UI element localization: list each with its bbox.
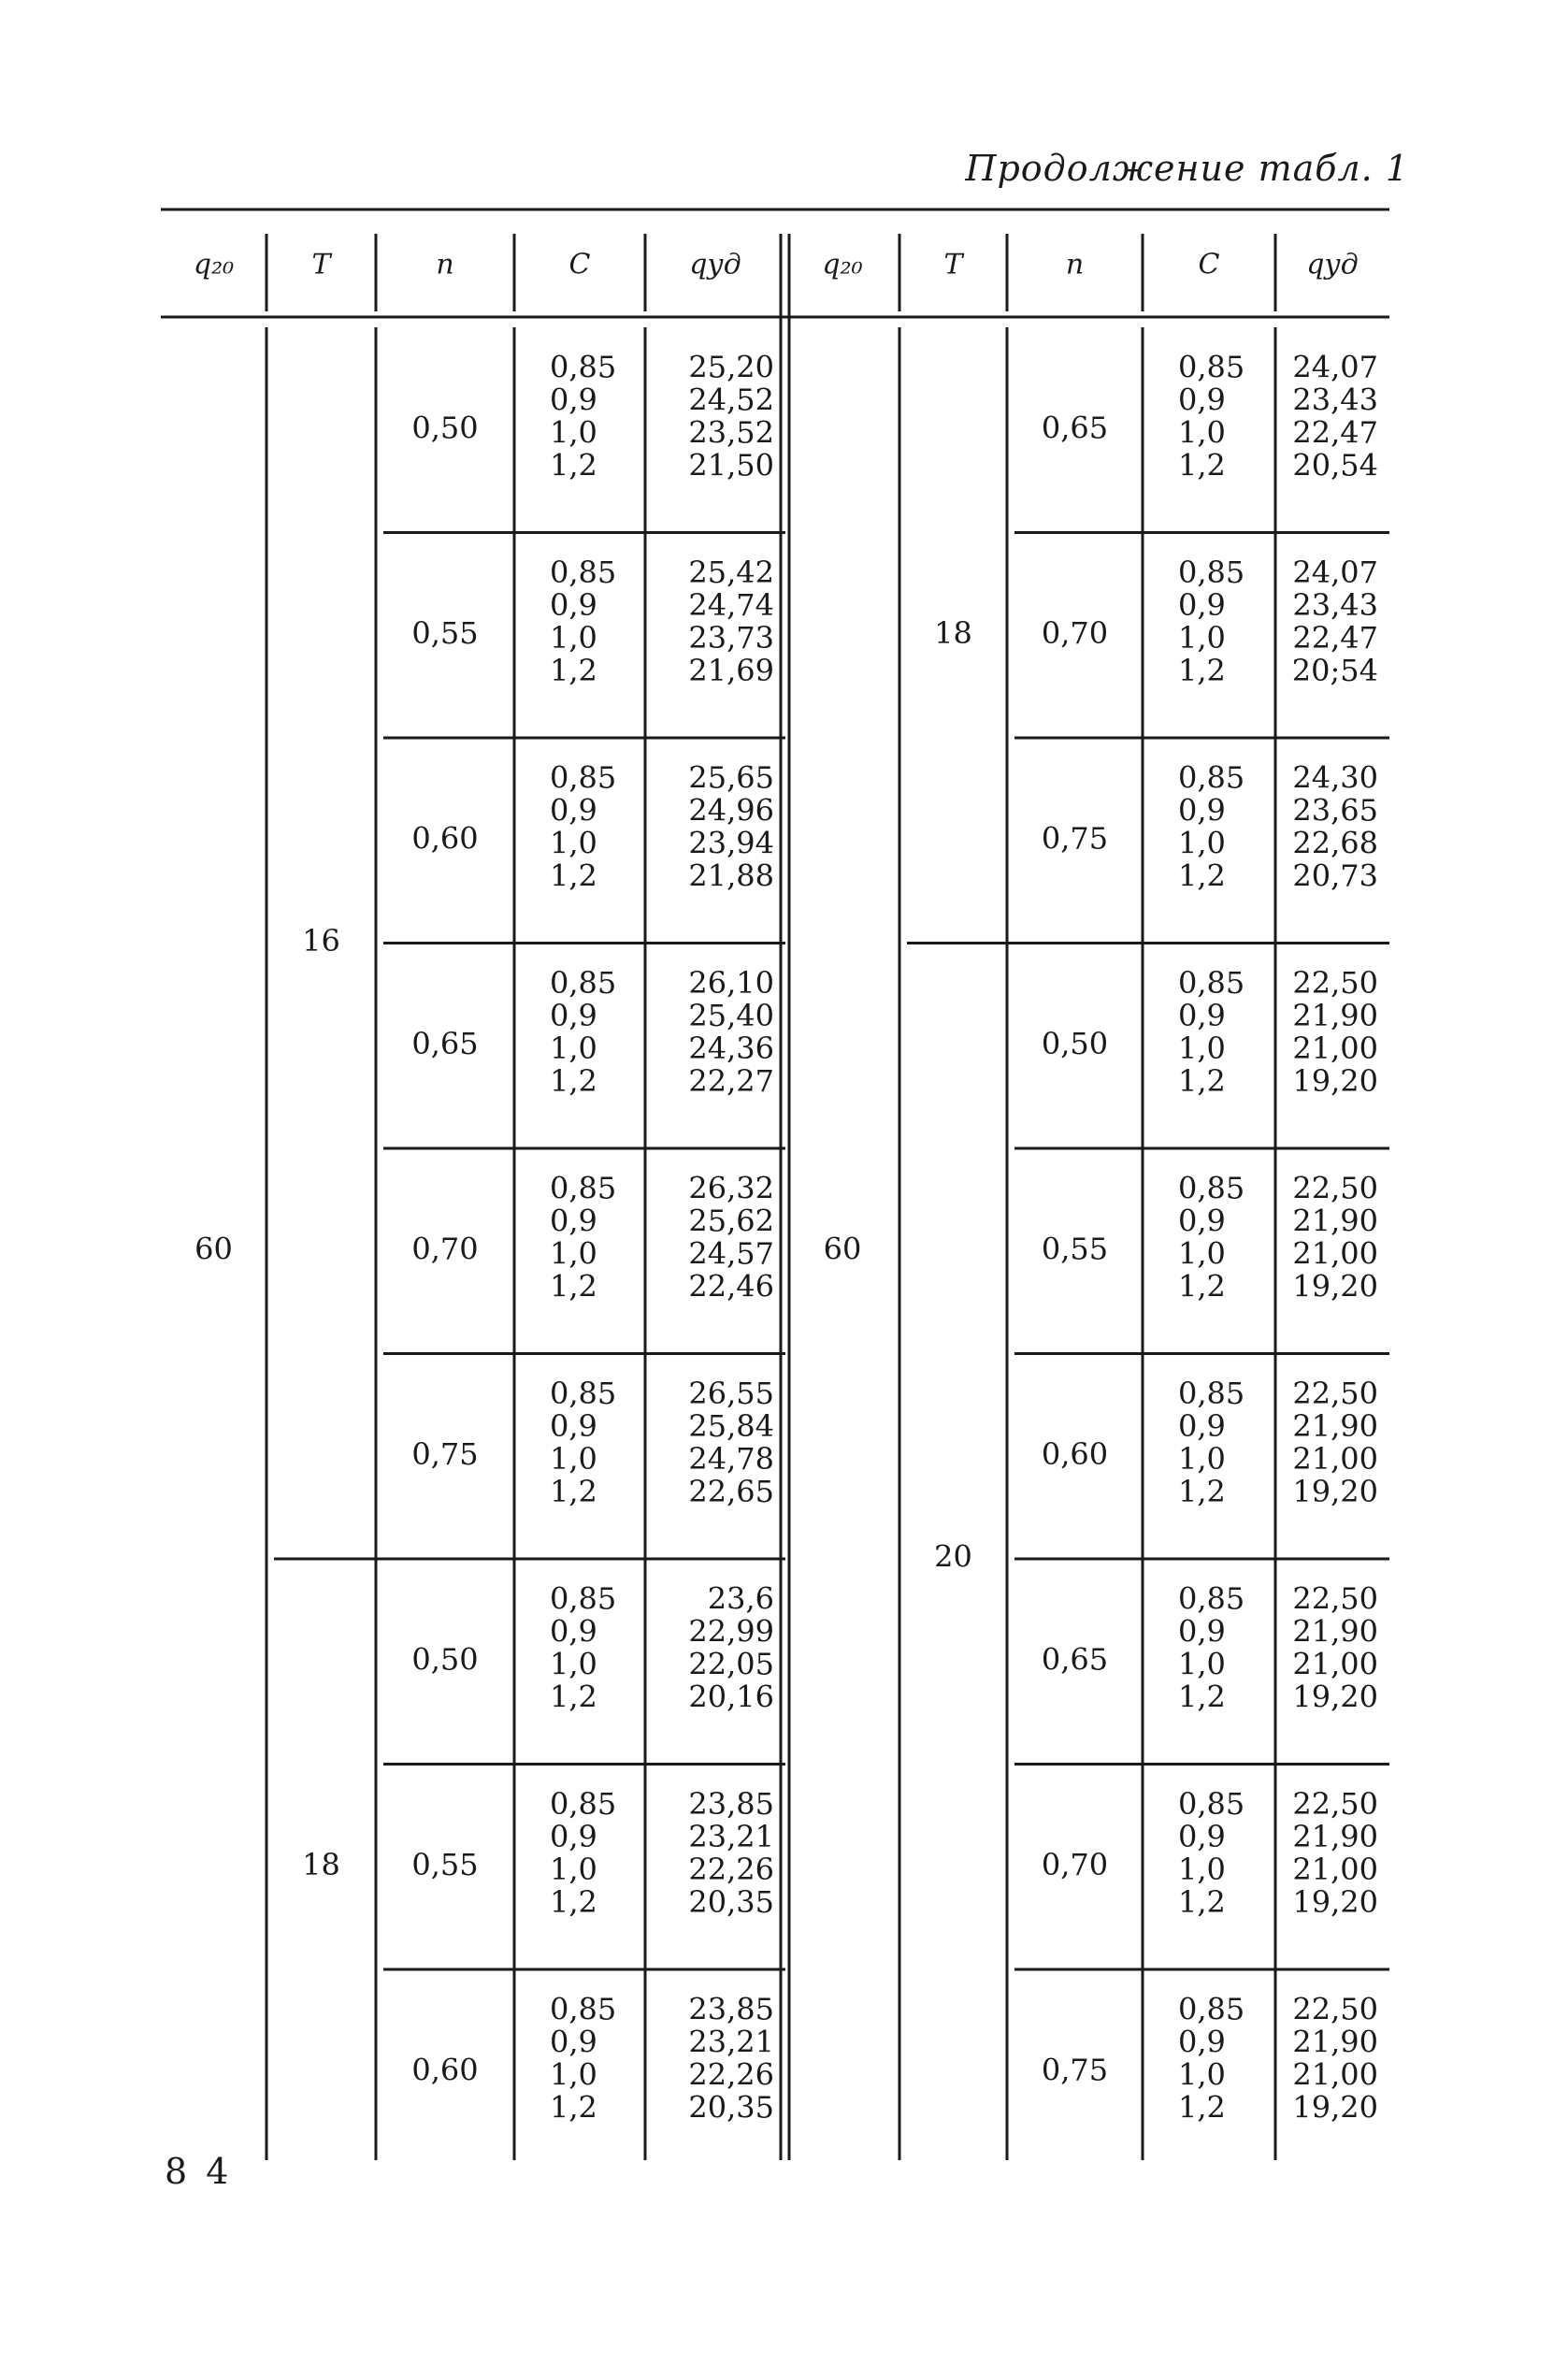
c-value: 0,9 [1178,1203,1226,1239]
c-value: 0,85 [550,349,617,385]
q-specific-value: 23,73 [688,620,774,656]
n-value: 0,65 [1041,410,1109,446]
q-specific-value: 22,05 [688,1646,774,1682]
n-value: 0,50 [1041,1025,1109,1061]
q-specific-value: 19,20 [1292,2089,1378,2126]
q-specific-value: 24,30 [1292,759,1378,796]
c-value: 1,2 [1178,1474,1226,1509]
temperature-value: 16 [302,923,340,959]
q-specific-value: 22,50 [1292,1786,1378,1822]
column-header: n [436,248,454,281]
q-specific-value: 21,88 [688,858,774,894]
q-specific-value: 23,6 [707,1580,774,1617]
c-value: 0,9 [550,1613,597,1650]
c-value: 1,2 [1178,1268,1226,1305]
q-specific-value: 25,40 [688,998,774,1033]
data-table [161,206,1389,2160]
q-specific-value: 21,00 [1292,1646,1378,1682]
c-value: 0,85 [550,1786,617,1822]
q-specific-value: 24,78 [688,1441,774,1477]
c-value: 1,2 [550,1884,597,1920]
q-specific-value: 24,57 [688,1235,774,1272]
c-value: 1,0 [550,1441,597,1477]
q-specific-value: 21,69 [688,653,774,688]
c-value: 0,85 [1178,965,1245,1001]
c-value: 0,9 [550,587,597,623]
q-specific-value: 19,20 [1292,1268,1378,1305]
q-specific-value: 22,47 [1292,620,1378,656]
c-value: 1,0 [1178,1031,1226,1066]
c-value: 1,0 [550,1646,597,1682]
c-value: 1,2 [550,1474,597,1509]
q-specific-value: 26,32 [688,1170,774,1206]
q-specific-value: 22,26 [688,1852,774,1887]
c-value: 0,85 [1178,1170,1245,1206]
q-specific-value: 19,20 [1292,1679,1378,1715]
c-value: 0,9 [1178,998,1226,1033]
q-specific-value: 25,20 [688,349,774,385]
c-value: 0,85 [550,1376,617,1411]
c-value: 1,2 [1178,1679,1226,1715]
c-value: 0,85 [550,965,617,1001]
n-value: 0,65 [411,1025,479,1061]
column-header: qуд [689,248,741,281]
q-specific-value: 22,50 [1292,965,1378,1001]
n-value: 0,60 [1041,1435,1109,1472]
column-header: T [311,248,331,281]
q-specific-value: 20,54 [1292,447,1378,483]
column-header: qуд [1306,248,1359,281]
c-value: 1,2 [1178,858,1226,894]
c-value: 1,0 [550,620,597,656]
q20-value: 60 [823,1231,862,1267]
q-specific-value: 21,00 [1292,1441,1378,1477]
q-specific-value: 22,65 [688,1474,774,1509]
q-specific-value: 22,50 [1292,1580,1378,1617]
temperature-value: 18 [934,614,972,651]
c-value: 0,9 [1178,587,1226,623]
n-value: 0,70 [1041,1846,1109,1882]
q-specific-value: 26,10 [688,965,774,1001]
c-value: 0,85 [1178,1991,1245,2027]
c-value: 0,9 [550,1203,597,1239]
column-header: T [943,248,963,281]
c-value: 1,2 [550,2089,597,2126]
q-specific-value: 22,50 [1292,1376,1378,1411]
q-specific-value: 23,43 [1292,587,1378,623]
c-value: 0,9 [1178,1408,1226,1444]
q-specific-value: 20;54 [1291,653,1378,688]
c-value: 1,2 [1178,653,1226,688]
n-value: 0,75 [411,1435,479,1472]
c-value: 1,0 [1178,1646,1226,1682]
c-value: 0,85 [550,1991,617,2027]
n-value: 0,55 [411,1846,479,1882]
c-value: 1,2 [1178,1063,1226,1099]
c-value: 1,2 [1178,447,1226,483]
c-value: 1,2 [550,1679,597,1715]
c-value: 0,85 [1178,1580,1245,1617]
c-value: 0,85 [550,1170,617,1206]
q-specific-value: 20,73 [1292,858,1378,894]
c-value: 1,2 [550,1063,597,1099]
temperature-value: 18 [302,1846,340,1882]
q-specific-value: 26,55 [688,1376,774,1411]
n-value: 0,70 [1041,614,1109,651]
q-specific-value: 21,90 [1292,1819,1378,1854]
q-specific-value: 21,90 [1292,998,1378,1033]
q-specific-value: 23,52 [688,414,774,451]
q-specific-value: 25,42 [688,555,774,590]
c-value: 0,9 [1178,1819,1226,1854]
c-value: 1,0 [1178,1852,1226,1887]
c-value: 1,0 [1178,620,1226,656]
q-specific-value: 21,50 [688,447,774,483]
c-value: 0,9 [550,1408,597,1444]
c-value: 1,0 [550,414,597,451]
c-value: 0,9 [1178,792,1226,829]
c-value: 1,0 [1178,1235,1226,1272]
q-specific-value: 23,94 [688,825,774,861]
q-specific-value: 19,20 [1292,1063,1378,1099]
c-value: 1,0 [1178,825,1226,861]
column-header: C [568,248,591,281]
n-value: 0,75 [1041,820,1109,857]
q-specific-value: 22,27 [688,1063,774,1099]
q-specific-value: 21,00 [1292,1852,1378,1887]
page-number: 8 4 [165,2151,233,2192]
q-specific-value: 21,00 [1292,1031,1378,1066]
n-value: 0,60 [411,2052,479,2088]
q20-value: 60 [194,1231,233,1267]
c-value: 0,85 [1178,759,1245,796]
table-continuation-caption: Продолжение табл. 1 [965,148,1409,189]
c-value: 0,9 [550,792,597,829]
n-value: 0,50 [411,410,479,446]
n-value: 0,65 [1041,1641,1109,1678]
c-value: 1,0 [1178,1441,1226,1477]
c-value: 0,85 [550,555,617,590]
q-specific-value: 22,50 [1292,1991,1378,2027]
c-value: 1,2 [550,1268,597,1305]
c-value: 0,9 [550,998,597,1033]
q-specific-value: 24,74 [688,587,774,623]
n-value: 0,60 [411,820,479,857]
q-specific-value: 25,62 [688,1203,774,1239]
q-specific-value: 23,85 [688,1786,774,1822]
c-value: 0,85 [550,1580,617,1617]
q-specific-value: 20,35 [688,2089,774,2126]
column-header: q₂₀ [822,248,863,281]
c-value: 1,2 [1178,2089,1226,2126]
c-value: 0,85 [550,759,617,796]
c-value: 0,85 [1178,1786,1245,1822]
n-value: 0,70 [411,1231,479,1267]
q-specific-value: 19,20 [1292,1884,1378,1920]
n-value: 0,75 [1041,2052,1109,2088]
n-value: 0,55 [1041,1231,1109,1267]
c-value: 1,2 [550,447,597,483]
q-specific-value: 24,96 [688,792,774,829]
q-specific-value: 19,20 [1292,1474,1378,1509]
c-value: 1,0 [550,825,597,861]
q-specific-value: 22,26 [688,2056,774,2093]
q-specific-value: 23,21 [688,2024,774,2060]
c-value: 0,9 [550,2024,597,2060]
q-specific-value: 22,50 [1292,1170,1378,1206]
q-specific-value: 23,21 [688,1819,774,1854]
c-value: 1,0 [550,1852,597,1887]
q-specific-value: 21,90 [1292,2024,1378,2060]
temperature-value: 20 [934,1538,972,1575]
c-value: 1,2 [550,653,597,688]
c-value: 0,9 [1178,1613,1226,1650]
c-value: 1,0 [550,2056,597,2093]
c-value: 1,0 [550,1031,597,1066]
q-specific-value: 21,90 [1292,1613,1378,1650]
q-specific-value: 25,65 [688,759,774,796]
q-specific-value: 23,65 [1292,792,1378,829]
c-value: 0,9 [1178,2024,1226,2060]
q-specific-value: 24,52 [688,382,774,418]
q-specific-value: 20,16 [688,1679,774,1715]
q-specific-value: 20,35 [688,1884,774,1920]
q-specific-value: 21,90 [1292,1203,1378,1239]
c-value: 0,9 [1178,382,1226,418]
q-specific-value: 21,90 [1292,1408,1378,1444]
q-specific-value: 22,68 [1292,825,1378,861]
q-specific-value: 25,84 [688,1408,774,1444]
q-specific-value: 24,07 [1292,555,1378,590]
c-value: 1,0 [1178,414,1226,451]
q-specific-value: 22,99 [688,1613,774,1650]
c-value: 0,9 [550,382,597,418]
c-value: 1,2 [550,858,597,894]
c-value: 0,85 [1178,1376,1245,1411]
column-header: n [1065,248,1085,281]
n-value: 0,55 [411,614,479,651]
q-specific-value: 22,47 [1292,414,1378,451]
q-specific-value: 23,85 [688,1991,774,2027]
c-value: 1,2 [1178,1884,1226,1920]
q-specific-value: 21,00 [1292,1235,1378,1272]
c-value: 1,0 [1178,2056,1226,2093]
q-specific-value: 24,36 [688,1031,774,1066]
c-value: 0,85 [1178,349,1245,385]
c-value: 0,9 [550,1819,597,1854]
column-header: C [1198,248,1220,281]
n-value: 0,50 [411,1641,479,1678]
q-specific-value: 22,46 [688,1268,774,1305]
c-value: 0,85 [1178,555,1245,590]
column-header: q₂₀ [193,248,235,281]
q-specific-value: 23,43 [1292,382,1378,418]
q-specific-value: 24,07 [1292,349,1378,385]
q-specific-value: 21,00 [1292,2056,1378,2093]
c-value: 1,0 [550,1235,597,1272]
